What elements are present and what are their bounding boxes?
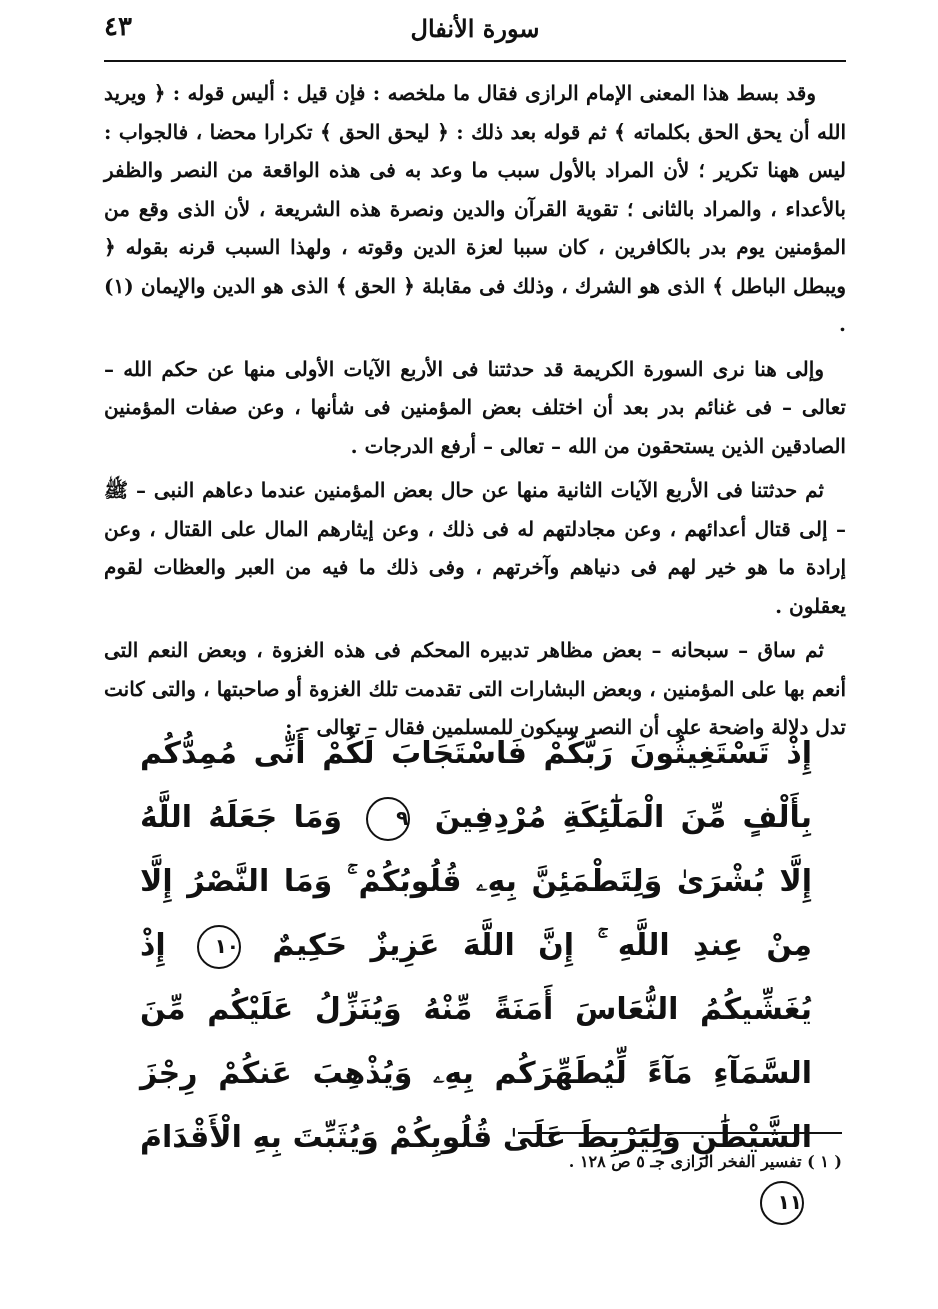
verse-10-text: وَمَا جَعَلَهُ اللَّهُ إِلَّا بُشْرَىٰ وَلِتَطْمَئِنَّ بِهِۦ قُلُوبُكُمْ ۚ وَمَا النَّصْرُ إِلَّا مِنْ عِندِ اللَّهِ ۚ إِنَّ اللَّهَ عَزِيزٌ حَكِيمٌ: [140, 800, 812, 963]
verse-11-text: إِذْ يُغَشِّيكُمُ النُّعَاسَ أَمَنَةً مِّنْهُ وَيُنَزِّلُ عَلَيْكُم مِّنَ السَّمَآءِ مَآءً لِّيُطَهِّرَكُم بِهِۦ وَيُذْهِبَ عَنكُمْ رِجْزَ الشَّيْطَٰنِ وَلِيَرْبِطَ عَلَىٰ قُلُوبِكُمْ وَيُثَبِّتَ بِهِ الْأَقْدَامَ: [140, 928, 812, 1155]
verse-number-marker: ١٠: [197, 925, 241, 969]
paragraph-razi-explanation: وقد بسط هذا المعنى الإمام الرازى فقال ما ملخصه : فإن قيل : أليس قوله : ﴿ ويريد الله أن يحق الحق بكلماته ﴾ ثم قوله بعد ذلك : ﴿ ليحق الحق ﴾ تكرارا محضا ، فالجواب : ليس ههنا تكرير ؛ لأن المراد بالأول سبب ما وعد به فى هذه الواقعة من النصر والظفر بالأعداء ، والمراد بالثانى ؛ تقوية القرآن والدين ونصرة هذه الشريعة ، لأن الذى وقع من المؤمنين يوم بدر بالكافرين ، كان سببا لعزة الدين وقوته ، ولهذا السبب قرنه بقوله ﴿ ويبطل الباطل ﴾ الذى هو الشرك ، وذلك فى مقابلة ﴿ الحق ﴾ الذى هو الدين والإيمان (١) .: [104, 81, 847, 336]
paragraph-second-four-verses: ثم حدثتنا فى الأربع الآيات الثانية منها عن حال بعض المؤمنين عندما دعاهم النبى – ﷺ – إلى قتال أعدائهم ، وعن مجادلتهم له فى ذلك ، وعن إيثارهم المال على القتال ، وعن إرادة ما هو خير لهم فى دنياهم وآخرتهم ، وفى ذلك ما فيه من العبر والعظات لقوم يعقلون .: [104, 478, 846, 618]
header-divider: [104, 60, 846, 62]
footnote-divider: [518, 1132, 842, 1134]
verse-number-marker: ٩: [366, 797, 410, 841]
paragraph-divine-planning: ثم ساق – سبحانه – بعض مظاهر تدبيره المحكم فى هذه الغزوة ، وبعض النعم التى أنعم بها على المؤمنين ، وبعض البشارات التى تقدمت تلك الغزوة أو صاحبتها ، والتى كانت تدل دلالة واضحة على أن النصر سيكون للمسلمين فقال – تعالى – :: [104, 638, 846, 739]
page-number: ٤٣: [104, 12, 132, 42]
paragraph-first-four-verses: وإلى هنا نرى السورة الكريمة قد حدثتنا فى الأربع الآيات الأولى منها عن حكم الله – تعالى – فى غنائم بدر بعد أن اختلف بعض المؤمنين فى شأنها ، وعن صفات المؤمنين الصادقين الذين يستحقون من الله – تعالى – أرفع الدرجات .: [104, 356, 846, 458]
footnote: ( ١ ) تفسير الفخر الرازى جـ ٥ ص ١٢٨ .: [568, 1152, 842, 1171]
commentary-text: [104, 74, 846, 753]
page-header: [104, 8, 846, 54]
verse-number-marker: ١١: [760, 1181, 804, 1225]
verse-9-text: إِذْ تَسْتَغِيثُونَ رَبَّكُمْ فَاسْتَجَابَ لَكُمْ أَنِّى مُمِدُّكُم بِأَلْفٍ مِّنَ الْمَلَٰٓئِكَةِ مُرْدِفِينَ: [140, 736, 813, 835]
surah-title: سورة الأنفال: [410, 14, 540, 43]
